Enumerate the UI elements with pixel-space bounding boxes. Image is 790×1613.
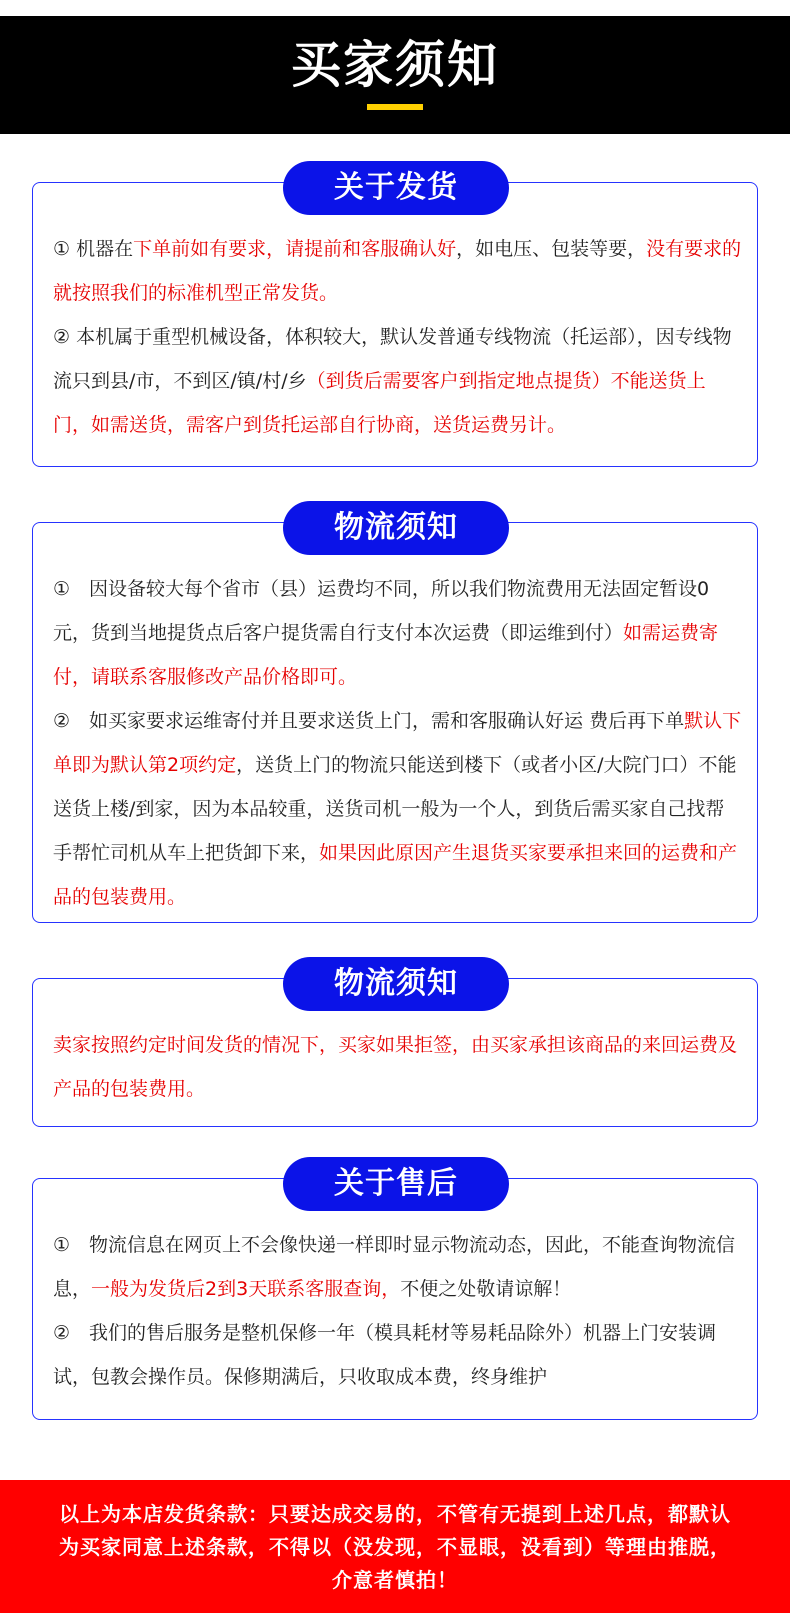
paragraph: [53, 315, 743, 447]
highlight-text: 如果因此原因产生退货买家要承担来回的运费和产品的包装费用。: [53, 842, 738, 908]
page-title: 买家须知: [291, 36, 499, 94]
section-logistics: [32, 510, 758, 923]
highlight-text: 一般为发货后2到3天联系客服查询，: [91, 1278, 401, 1300]
paragraph: [53, 1223, 743, 1311]
section-title: 物流须知: [283, 501, 509, 555]
section-title: 关于售后: [283, 1157, 509, 1211]
footer-notice-banner: [0, 1480, 790, 1613]
paragraph: [53, 227, 743, 315]
paragraph: [53, 1311, 743, 1399]
body-text: ② 我们的售后服务是整机保修一年（模具耗材等易耗品除外）机器上门安装调试，包教会操作员。保修期满后，只收取成本费，终身维护: [53, 1322, 717, 1388]
section-body: [53, 227, 743, 447]
footer-notice-text: 以上为本店发货条款：只要达成交易的，不管有无提到上述几点，都默认为买家同意上述条款，不得以（没发现，不显眼，没看到）等理由推脱，介意者慎拍！: [59, 1502, 731, 1592]
section-after-sales: [32, 1166, 758, 1420]
section-body: [53, 1023, 743, 1111]
body-text: ② 本机属于重型机械设备，体积较大，默认发普通专线物流（托运部），因专线物流只到县/市，不到区/镇/村/乡: [53, 326, 732, 392]
section-logistics-refusal: [32, 966, 758, 1127]
body-text: ，如电压、包装等要，: [456, 238, 647, 260]
body-text: ② 如买家要求运维寄付并且要求送货上门，需和客服确认好运 费后再下单: [53, 710, 685, 732]
body-text: ① 物流信息在网页上不会像快递一样即时显示物流动态，因此，不能查询物流信息，: [53, 1234, 736, 1300]
highlight-text: 如需运费寄付，请联系客服修改产品价格即可。: [53, 622, 719, 688]
section-shipping: [32, 170, 758, 467]
highlight-text: 默认下单即为默认第2项约定: [53, 710, 742, 776]
section-body: [53, 1223, 743, 1399]
body-text: 不便之处敬请谅解！: [400, 1278, 572, 1300]
body-text: ，送货上门的物流只能送到楼下（或者小区/大院门口）不能送货上楼/到家，因为本品较重，送货司机一般为一个人，到货后需买家自己找帮手帮忙司机从车上把货卸下来，: [53, 754, 737, 864]
section-title: 关于发货: [283, 161, 509, 215]
highlight-text: 卖家按照约定时间发货的情况下，买家如果拒签，由买家承担该商品的来回运费及产品的包装费用。: [53, 1034, 738, 1100]
section-title: 物流须知: [283, 957, 509, 1011]
paragraph: [53, 699, 743, 919]
title-underline: [367, 104, 423, 110]
header-banner: [0, 16, 790, 134]
section-body: [53, 567, 743, 919]
body-text: ① 因设备较大每个省市（县）运费均不同，所以我们物流费用无法固定暂设0元，货到当地提货点后客户提货需自行支付本次运费（即运维到付）: [53, 578, 710, 644]
paragraph: [53, 1023, 743, 1111]
highlight-text: （到货后需要客户到指定地点提货）不能送货上门，如需送货，需客户到货托运部自行协商，送货运费另计。: [53, 370, 706, 436]
paragraph: [53, 567, 743, 699]
body-text: ① 机器在: [53, 238, 134, 260]
highlight-text: 下单前如有要求，请提前和客服确认好: [133, 238, 457, 260]
highlight-text: 没有要求的就按照我们的标准机型正常发货。: [53, 238, 742, 304]
